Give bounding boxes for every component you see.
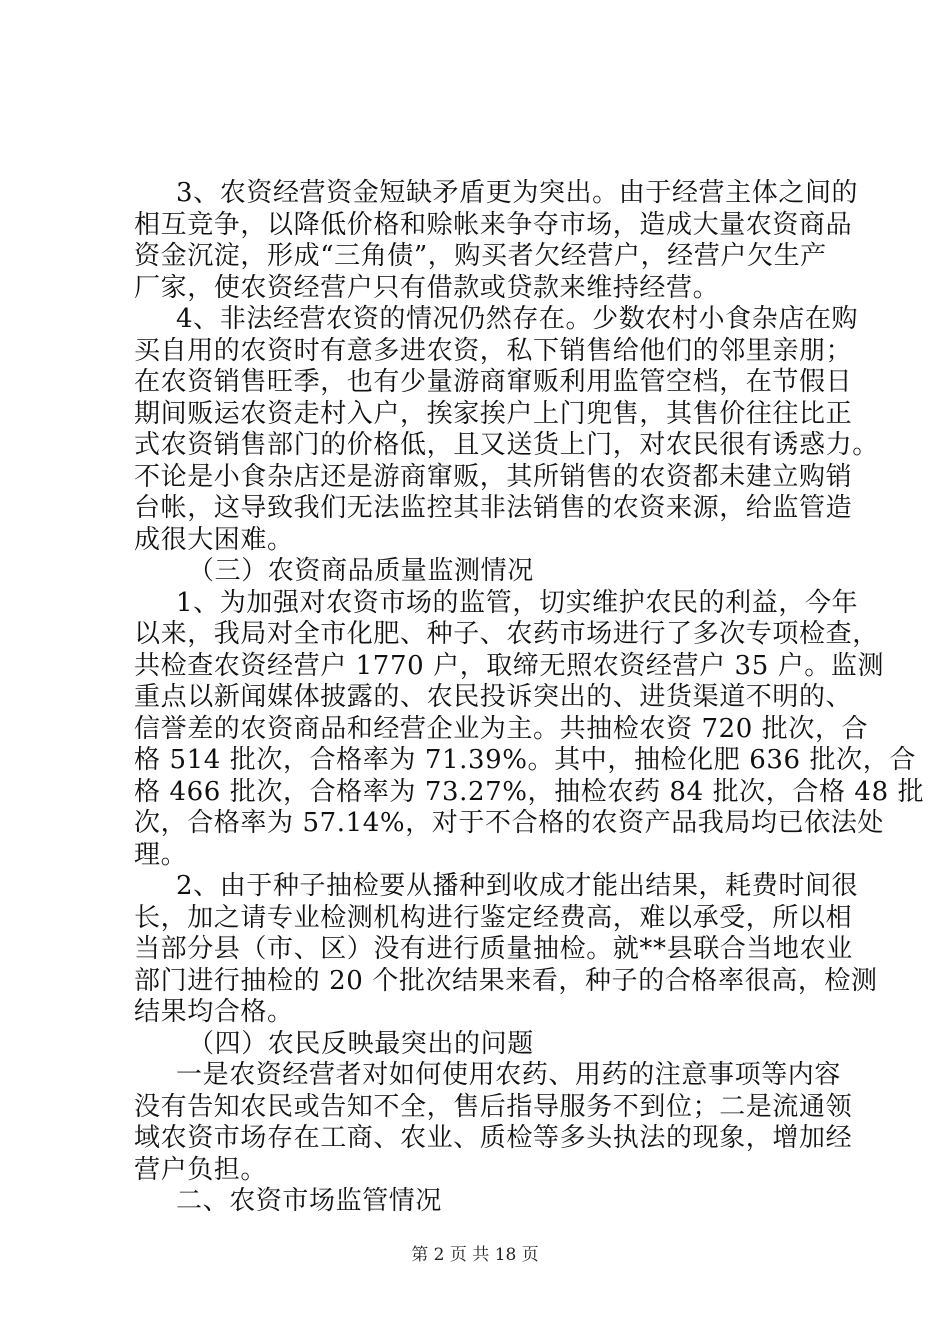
text-line: 相互竞争，以降低价格和赊帐来争夺市场，造成大量农资商品 — [134, 210, 853, 240]
text-line: 域农资市场存在工商、农业、质检等多头执法的现象，增加经 — [134, 1123, 853, 1153]
text-line: 没有告知农民或告知不全，售后指导服务不到位；二是流通领 — [134, 1092, 853, 1122]
text-line: 式农资销售部门的价格低，且又送货上门，对农民很有诱惑力。 — [134, 430, 879, 460]
text-line: 格 514 批次，合格率为 71.39%。其中，抽检化肥 636 批次，合 — [134, 745, 916, 775]
text-line: 期间贩运农资走村入户，挨家挨户上门兜售，其售价往往比正 — [134, 399, 853, 429]
text-line: 营户负担。 — [134, 1155, 268, 1185]
text-line: 在农资销售旺季，也有少量游商窜贩利用监管空档，在节假日 — [134, 367, 853, 397]
text-line: 当部分县（市、区）没有进行质量抽检。就**县联合当地农业 — [134, 934, 853, 964]
text-line: 4、非法经营农资的情况仍然存在。少数农村小食杂店在购 — [176, 304, 859, 334]
text-line: 台帐，这导致我们无法监控其非法销售的农资来源，给监管造 — [134, 493, 853, 523]
text-line: 买自用的农资时有意多进农资，私下销售给他们的邻里亲朋； — [134, 336, 853, 366]
text-line: 成很大困难。 — [134, 525, 294, 555]
text-line: 不论是小食杂店还是游商窜贩，其所销售的农资都未建立购销 — [134, 462, 853, 492]
section-heading: （三）农资商品质量监测情况 — [188, 556, 534, 586]
section-heading: （四）农民反映最突出的问题 — [188, 1029, 534, 1059]
text-line: 1、为加强对农资市场的监管，切实维护农民的利益，今年 — [176, 588, 859, 618]
text-line: 部门进行抽检的 20 个批次结果来看，种子的合格率很高，检测 — [134, 966, 878, 996]
text-line: 信誉差的农资商品和经营企业为主。共抽检农资 720 批次，合 — [134, 714, 869, 744]
text-line: 3、农资经营资金短缺矛盾更为突出。由于经营主体之间的 — [176, 178, 859, 208]
section-heading: 二、农资市场监管情况 — [176, 1186, 443, 1216]
text-line: 共检查农资经营户 1770 户，取缔无照农资经营户 35 户。监测 — [134, 651, 885, 681]
text-line: 结果均合格。 — [134, 997, 294, 1027]
text-line: 资金沉淀，形成“三角债”，购买者欠经营户，经营户欠生产 — [134, 241, 827, 271]
text-line: 次，合格率为 57.14%，对于不合格的农资产品我局均已依法处 — [134, 808, 885, 838]
text-line: 理。 — [134, 840, 188, 870]
text-line: 重点以新闻媒体披露的、农民投诉突出的、进货渠道不明的、 — [134, 682, 853, 712]
text-line: 厂家，使农资经营户只有借款或贷款来维持经营。 — [134, 273, 720, 303]
text-line: 2、由于种子抽检要从播种到收成才能出结果，耗费时间很 — [176, 871, 859, 901]
text-line: 以来，我局对全市化肥、种子、农药市场进行了多次专项检查， — [134, 619, 879, 649]
text-line: 格 466 批次，合格率为 73.27%，抽检农药 84 批次，合格 48 批 — [134, 777, 925, 807]
page-number-footer: 第 2 页 共 18 页 — [411, 1245, 539, 1265]
text-line: 长，加之请专业检测机构进行鉴定经费高，难以承受，所以相 — [134, 903, 853, 933]
text-line: 一是农资经营者对如何使用农药、用药的注意事项等内容 — [176, 1060, 842, 1090]
